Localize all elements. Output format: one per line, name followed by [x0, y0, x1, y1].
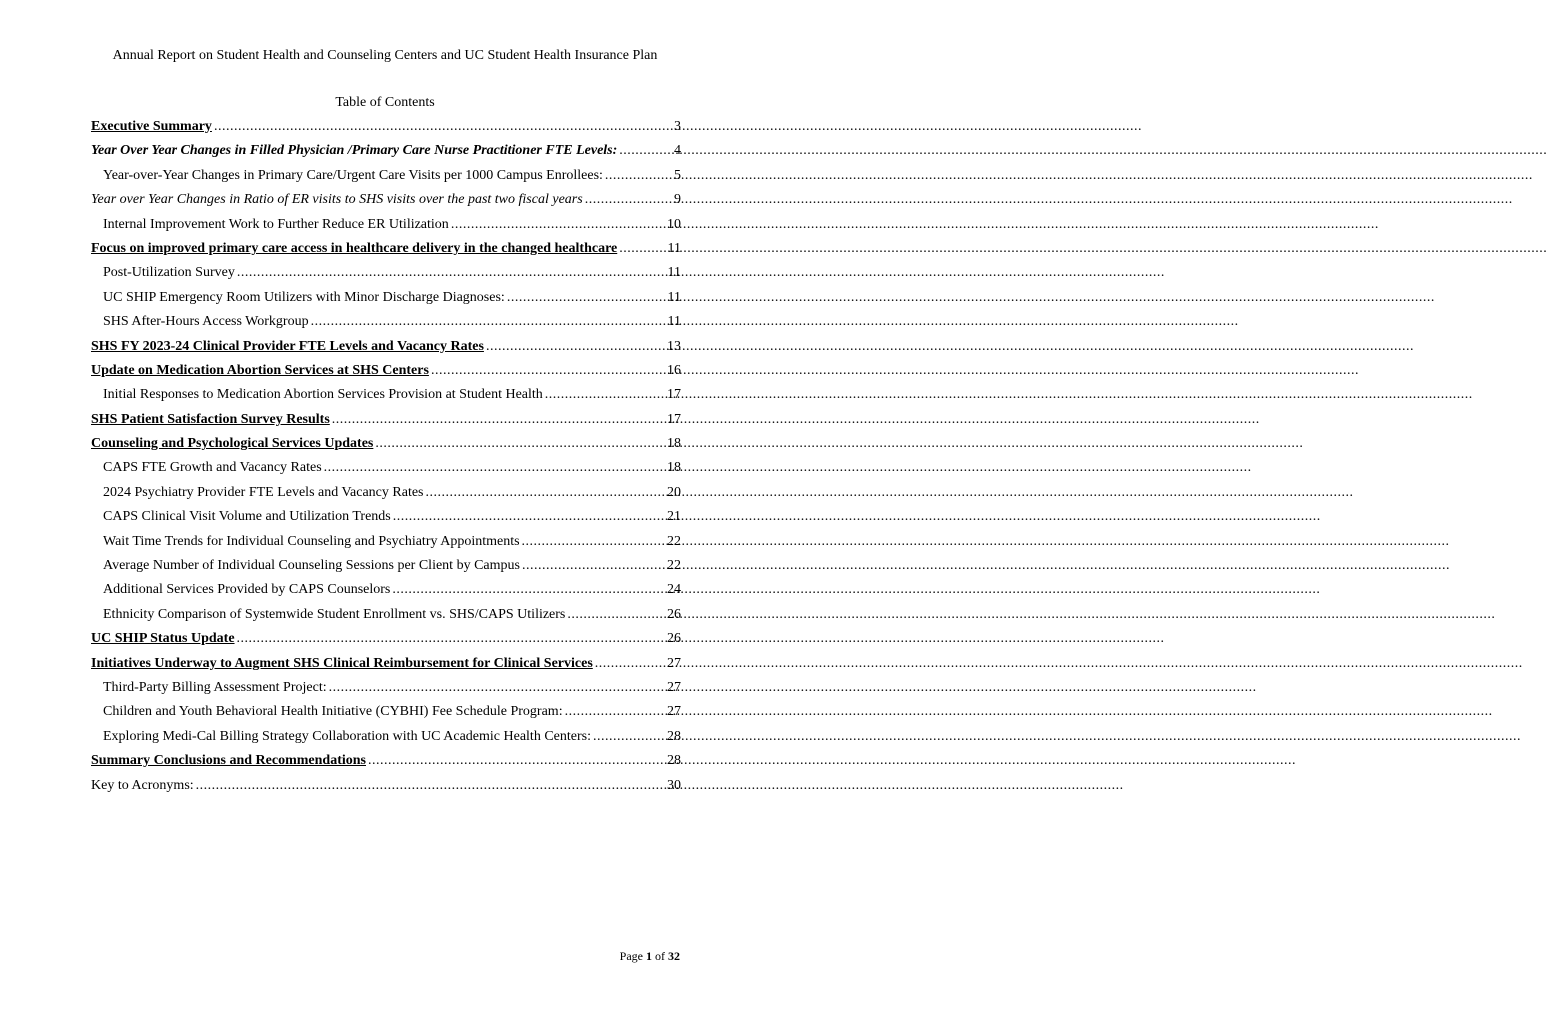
toc-entry[interactable]: [91, 580, 681, 604]
toc-entry-page-number: 28: [667, 753, 681, 769]
toc-entry-page-number: 18: [667, 460, 681, 476]
toc-entry[interactable]: [91, 507, 681, 531]
toc-dot-leader: [593, 727, 665, 747]
toc-dot-leader: [585, 190, 672, 210]
toc-entry-page-number: 11: [667, 240, 681, 256]
toc-entry[interactable]: [91, 556, 681, 580]
toc-dot-leader: [486, 337, 665, 357]
toc-entry[interactable]: [91, 166, 681, 190]
toc-entry-label: Wait Time Trends for Individual Counseling and Psychiatry Appointments: [103, 533, 520, 549]
toc-dot-leader: [619, 141, 672, 161]
toc-entry-page-number: 22: [667, 533, 681, 549]
toc-entry[interactable]: [91, 605, 681, 629]
toc-dot-leader: [522, 532, 665, 552]
toc-title: Table of Contents: [335, 95, 435, 110]
toc-entry[interactable]: [91, 215, 681, 239]
toc-entry-label: CAPS FTE Growth and Vacancy Rates: [103, 460, 322, 476]
toc-entry-page-number: 16: [667, 362, 681, 378]
toc-entry-label: Post-Utilization Survey: [103, 265, 235, 281]
toc-entry-label: SHS Patient Satisfaction Survey Results: [91, 411, 330, 427]
toc-entry-label: Initial Responses to Medication Abortion Services Provision at Student Health: [103, 387, 543, 403]
toc-entry[interactable]: [91, 483, 681, 507]
toc-entry-label: Year over Year Changes in Ratio of ER visits to SHS visits over the past two fiscal years: [91, 192, 583, 208]
toc-entry-label: Exploring Medi-Cal Billing Strategy Collaboration with UC Academic Health Centers:: [103, 728, 591, 744]
toc-entry-page-number: 27: [667, 704, 681, 720]
table-of-contents: [91, 117, 681, 800]
toc-entry[interactable]: [91, 239, 681, 263]
toc-dot-leader: [237, 263, 666, 283]
toc-entry[interactable]: [91, 532, 681, 556]
toc-entry[interactable]: [91, 776, 681, 800]
toc-entry-label: SHS After-Hours Access Workgroup: [103, 314, 309, 330]
toc-entry[interactable]: [91, 751, 681, 775]
toc-entry-page-number: 5: [674, 167, 681, 183]
document-page: [0, 0, 770, 1024]
toc-entry-page-number: 28: [667, 728, 681, 744]
toc-entry[interactable]: [91, 434, 681, 458]
toc-entry[interactable]: [91, 361, 681, 385]
toc-entry[interactable]: [91, 263, 681, 287]
toc-dot-leader: [426, 483, 665, 503]
toc-entry-page-number: 17: [667, 411, 681, 427]
toc-entry[interactable]: [91, 190, 681, 214]
toc-entry-page-number: 27: [667, 655, 681, 671]
toc-entry-label: Additional Services Provided by CAPS Counselors: [103, 582, 391, 598]
toc-entry-page-number: 18: [667, 436, 681, 452]
toc-entry-label: Executive Summary: [91, 119, 212, 134]
document-header: Annual Report on Student Health and Counseling Centers and UC Student Health Insurance Plan: [112, 48, 658, 63]
toc-entry-label: Initiatives Underway to Augment SHS Clinical Reimbursement for Clinical Services: [91, 655, 593, 671]
toc-dot-leader: [375, 434, 665, 454]
toc-entry-page-number: 10: [667, 216, 681, 232]
toc-entry-page-number: 30: [667, 777, 681, 793]
toc-entry[interactable]: [91, 337, 681, 361]
toc-entry[interactable]: [91, 288, 681, 312]
toc-entry-label: Year-over-Year Changes in Primary Care/Urgent Care Visits per 1000 Campus Enrollees:: [103, 167, 603, 183]
footer-total-pages: 32: [668, 949, 680, 963]
toc-dot-leader: [196, 776, 665, 796]
toc-dot-leader: [545, 385, 665, 405]
toc-entry-page-number: 17: [667, 387, 681, 403]
toc-entry-label: 2024 Psychiatry Provider FTE Levels and Vacancy Rates: [103, 484, 424, 500]
toc-dot-leader: [237, 629, 665, 649]
toc-dot-leader: [368, 751, 665, 771]
toc-entry-label: Update on Medication Abortion Services at SHS Centers: [91, 362, 429, 378]
toc-dot-leader: [329, 678, 665, 698]
toc-entry-label: Average Number of Individual Counseling Sessions per Client by Campus: [103, 558, 520, 574]
footer-current-page: 1: [646, 949, 652, 963]
toc-entry[interactable]: [91, 385, 681, 409]
toc-dot-leader: [392, 580, 665, 600]
toc-entry[interactable]: [91, 117, 681, 141]
toc-entry-label: Internal Improvement Work to Further Reduce ER Utilization: [103, 216, 449, 232]
toc-entry[interactable]: [91, 410, 681, 434]
toc-entry-page-number: 11: [667, 265, 681, 281]
toc-dot-leader: [567, 605, 665, 625]
footer-page-prefix: Page: [619, 949, 643, 963]
toc-entry-label: Summary Conclusions and Recommendations: [91, 753, 366, 769]
toc-entry-label: Year Over Year Changes in Filled Physician /Primary Care Nurse Practitioner FTE Levels:: [91, 143, 618, 159]
toc-dot-leader: [311, 312, 666, 332]
toc-entry[interactable]: [91, 312, 681, 336]
toc-entry-page-number: 24: [667, 582, 681, 598]
toc-entry-page-number: 20: [667, 484, 681, 500]
toc-entry-page-number: 26: [667, 606, 681, 622]
toc-entry-page-number: 13: [667, 338, 681, 354]
toc-dot-leader: [507, 288, 666, 308]
toc-dot-leader: [522, 556, 665, 576]
toc-entry-label: CAPS Clinical Visit Volume and Utilization Trends: [103, 509, 391, 525]
toc-dot-leader: [619, 239, 665, 259]
toc-dot-leader: [451, 215, 665, 235]
toc-dot-leader: [595, 654, 665, 674]
toc-entry-label: UC SHIP Emergency Room Utilizers with Minor Discharge Diagnoses:: [103, 289, 505, 305]
toc-entry[interactable]: [91, 727, 681, 751]
toc-entry-label: Ethnicity Comparison of Systemwide Student Enrollment vs. SHS/CAPS Utilizers: [103, 606, 566, 622]
toc-entry[interactable]: [91, 141, 681, 165]
toc-dot-leader: [332, 410, 665, 430]
toc-entry-label: Counseling and Psychological Services Updates: [91, 436, 374, 452]
toc-entry-page-number: 27: [667, 679, 681, 695]
toc-entry-label: Children and Youth Behavioral Health Initiative (CYBHI) Fee Schedule Program:: [103, 704, 563, 720]
toc-entry-page-number: 3: [674, 119, 681, 134]
toc-entry-page-number: 4: [674, 143, 681, 159]
toc-entry-page-number: 11: [667, 289, 681, 305]
toc-entry-label: Third-Party Billing Assessment Project:: [103, 679, 327, 695]
toc-entry-page-number: 9: [674, 192, 681, 208]
footer-of-label: of: [655, 949, 665, 963]
toc-entry-label: SHS FY 2023-24 Clinical Provider FTE Levels and Vacancy Rates: [91, 338, 484, 354]
toc-entry-page-number: 11: [667, 314, 681, 330]
toc-entry-page-number: 22: [667, 558, 681, 574]
page-footer: [0, 948, 680, 964]
toc-dot-leader: [431, 361, 665, 381]
toc-entry-page-number: 21: [667, 509, 681, 525]
toc-entry[interactable]: [91, 629, 681, 653]
toc-entry[interactable]: [91, 654, 681, 678]
toc-entry-page-number: 26: [667, 631, 681, 647]
toc-dot-leader: [565, 702, 665, 722]
toc-entry[interactable]: [91, 702, 681, 726]
toc-dot-leader: [324, 458, 665, 478]
toc-dot-leader: [214, 117, 672, 137]
toc-entry-label: UC SHIP Status Update: [91, 631, 235, 647]
toc-entry[interactable]: [91, 678, 681, 702]
toc-entry-label: Focus on improved primary care access in healthcare delivery in the changed healthcare: [91, 240, 618, 256]
toc-entry[interactable]: [91, 458, 681, 482]
toc-dot-leader: [393, 507, 665, 527]
toc-dot-leader: [605, 166, 672, 186]
toc-entry-label: Key to Acronyms:: [91, 777, 194, 793]
